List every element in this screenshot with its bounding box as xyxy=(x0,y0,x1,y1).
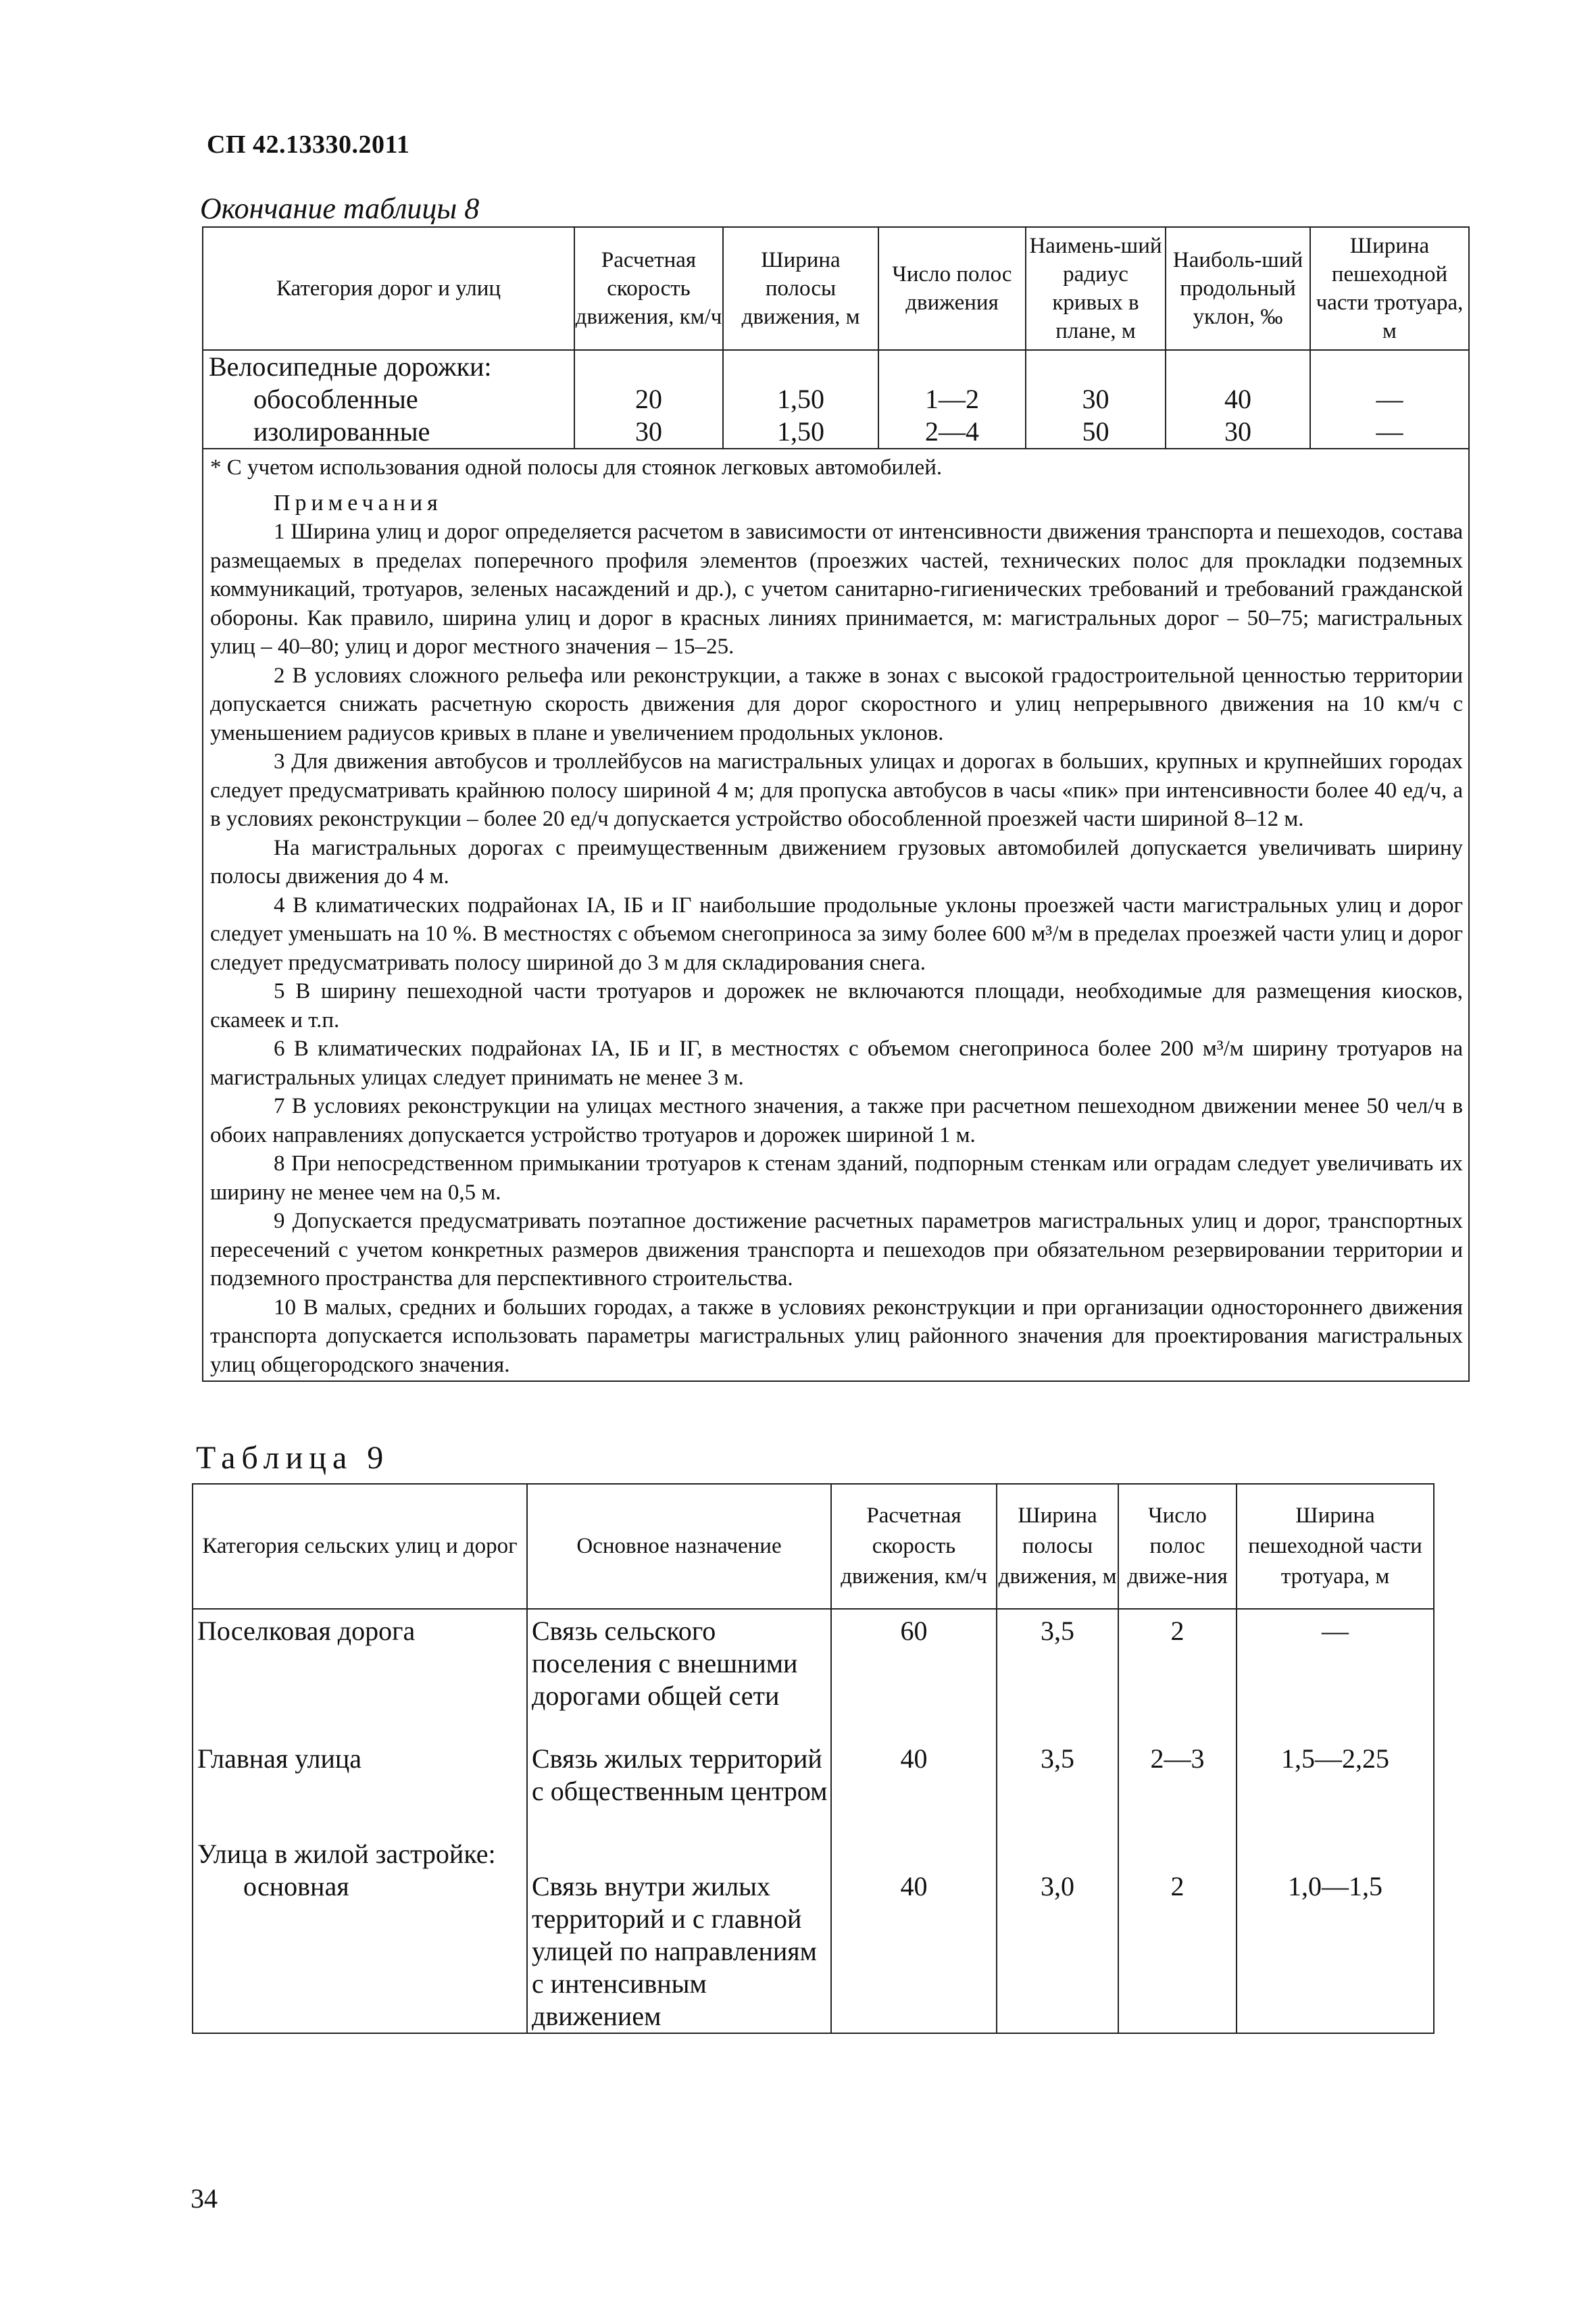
note-paragraph: 7 В условиях реконструкции на улицах местного значения, а также при расчетном пешеходном движении менее 50 чел/ч в обоих направлениях допускается устройство тротуаров и дорожек шириной 1 м. xyxy=(210,1094,1463,1147)
table9-cell-category xyxy=(193,1838,527,2033)
table8-header-speed: Расчетная скорость движения, км/ч xyxy=(574,227,723,350)
table-row xyxy=(203,350,1469,383)
table9-header-row xyxy=(193,1484,1434,1609)
note-paragraph: 5 В ширину пешеходной части тротуаров и дорожек не включаются площади, необходимые для размещения киосков, скамеек и т.п. xyxy=(210,979,1463,1032)
table8-cell-slope: 30 xyxy=(1166,416,1310,449)
table8-header-lanes: Число полос движения xyxy=(878,227,1026,350)
table8-header-row xyxy=(203,227,1469,350)
table9-header-lanes: Число полос движе-ния xyxy=(1118,1484,1237,1609)
table8-header-sidewalk: Ширина пешеходной части тротуара, м xyxy=(1310,227,1469,350)
table8-header-radius: Наимень-ший радиус кривых в плане, м xyxy=(1026,227,1166,350)
table9-cell-speed: 40 xyxy=(831,1838,997,2033)
table8-cell-lanes: 1—2 xyxy=(878,383,1026,416)
note-paragraph: 3 Для движения автобусов и троллейбусов на магистральных улицах и дорогах в больших, крупных и крупнейших городах следует предусматривать крайнюю полосу шириной 4 м; для пропуска автобусов в часы «пик» при интенсивности более 40 ед/ч, а в условиях реконструкции – более 20 ед/ч допускается устройство обособленной проезжей части шириной 8–12 м. xyxy=(210,749,1463,831)
table9-cell-lanes: 2 xyxy=(1118,1609,1237,1743)
table9-header-category: Категория сельских улиц и дорог xyxy=(193,1484,527,1609)
note-paragraph: 8 При непосредственном примыкании тротуаров к стенам зданий, подпорным стенкам или оградам следует увеличивать их ширину не менее чем на 0,5 м. xyxy=(210,1151,1463,1205)
table-row xyxy=(193,1743,1434,1838)
table9-cell-lanes: 2 xyxy=(1118,1838,1237,2033)
table9-header-lane-width: Ширина полосы движения, м xyxy=(997,1484,1118,1609)
table-row xyxy=(203,383,1469,416)
table9-caption: Таблица 9 xyxy=(196,1440,390,1476)
table-row xyxy=(203,416,1469,449)
note-paragraph: 10 В малых, средних и больших городах, а также в условиях реконструкции и при организации одностороннего движения транспорта допускается использовать параметры магистральных улиц районного значения для проектирования магистральных улиц общегородского значения. xyxy=(210,1295,1463,1377)
table8-header-category: Категория дорог и улиц xyxy=(203,227,574,350)
table8-cell-radius: 30 xyxy=(1026,383,1166,416)
table8-cell-lanes: 2—4 xyxy=(878,416,1026,449)
table9-cell-sidewalk: 1,0—1,5 xyxy=(1237,1838,1434,2033)
table9-cell-purpose: Связь внутри жилых территорий и с главной улицей по направлениям с интенсивным движением xyxy=(527,1838,831,2033)
note-paragraph: 1 Ширина улиц и дорог определяется расчетом в зависимости от интенсивности движения транспорта и пешеходов, состава размещаемых в пределах поперечного профиля элементов (проезжих частей, технических полос для прокладки подземных коммуникаций, тротуаров, зеленых насаждений и др.), с учетом санитарно-гигиенических требований и требований гражданской обороны. Как правило, ширина улиц и дорог в красных линиях принимается, м: магистральных дорог – 50–75; магистральных улиц – 40–80; улиц и дорог местного значения – 15–25. xyxy=(210,520,1463,659)
table8-cell-speed: 20 xyxy=(574,383,723,416)
table8-cell-category: обособленные xyxy=(203,383,574,416)
table8-notes-row xyxy=(203,449,1469,1381)
note-paragraph: 9 Допускается предусматривать поэтапное достижение расчетных параметров магистральных улиц и дорог, транспортных пересечений с учетом конкретных размеров движения транспорта и пешеходов при обязательном резервировании территории и подземного пространства для перспективного строительства. xyxy=(210,1209,1463,1291)
table9-cell-lane-width: 3,5 xyxy=(997,1743,1118,1838)
table9-cell-category: Главная улица xyxy=(193,1743,527,1838)
table8-cell-radius: 50 xyxy=(1026,416,1166,449)
table9-cell-category: Поселковая дорога xyxy=(193,1609,527,1743)
table-8 xyxy=(202,226,1470,1382)
table8-cell-sidewalk: — xyxy=(1310,416,1469,449)
table8-cell-category: изолированные xyxy=(203,416,574,449)
table8-cell-speed: 30 xyxy=(574,416,723,449)
table9-cell-lanes: 2—3 xyxy=(1118,1743,1237,1838)
page-number: 34 xyxy=(191,2183,218,2214)
table9-cell-purpose: Связь сельского поселения с внешними дорогами общей сети xyxy=(527,1609,831,1743)
document-code: СП 42.13330.2011 xyxy=(207,130,410,159)
note-paragraph: На магистральных дорогах с преимущественным движением грузовых автомобилей допускается увеличивать ширину полосы движения до 4 м. xyxy=(210,835,1463,889)
table-9 xyxy=(192,1483,1435,2034)
table-row xyxy=(193,1838,1434,2033)
note-paragraph: 2 В условиях сложного рельефа или реконструкции, а также в зонах с высокой градостроительной ценностью территории допускается снижать расчетную скорость движения для дорог скоростного и улиц непрерывного движения на 10 км/ч с уменьшением радиусов кривых в плане и увеличением продольных уклонов. xyxy=(210,663,1463,745)
table8-group-label: Велосипедные дорожки: xyxy=(203,350,574,383)
table9-cell-speed: 40 xyxy=(831,1743,997,1838)
table9-cell-purpose: Связь жилых территорий с общественным центром xyxy=(527,1743,831,1838)
table8-cell-lane-width: 1,50 xyxy=(723,383,878,416)
table9-cell-sidewalk: — xyxy=(1237,1609,1434,1743)
table9-cell-sidewalk: 1,5—2,25 xyxy=(1237,1743,1434,1838)
table9-cell-lane-width: 3,5 xyxy=(997,1609,1118,1743)
table8-cell-lane-width: 1,50 xyxy=(723,416,878,449)
table9-header-speed: Расчетная скорость движения, км/ч xyxy=(831,1484,997,1609)
table9-header-purpose: Основное назначение xyxy=(527,1484,831,1609)
table8-caption: Окончание таблицы 8 xyxy=(200,192,480,225)
table8-cell-sidewalk: — xyxy=(1310,383,1469,416)
table8-notes xyxy=(203,449,1469,1381)
note-paragraph: 6 В климатических подрайонах IA, IБ и IГ, в местностях с объемом снегоприноса более 200 м³/м ширину тротуаров на магистральных улицах следует принимать не менее 3 м. xyxy=(210,1037,1463,1090)
table8-footnote: * С учетом использования одной полосы для стоянок легковых автомобилей. xyxy=(210,455,943,480)
table9-category-group: Улица в жилой застройке: xyxy=(197,1839,496,1869)
table9-category-sub: основная xyxy=(243,1871,349,1901)
notes-heading: Примечания xyxy=(274,490,443,516)
table-row xyxy=(193,1609,1434,1743)
table8-header-slope: Наиболь-ший продольный уклон, ‰ xyxy=(1166,227,1310,350)
table8-header-lane-width: Ширина полосы движения, м xyxy=(723,227,878,350)
table9-cell-lane-width: 3,0 xyxy=(997,1838,1118,2033)
note-paragraph: 4 В климатических подрайонах IA, IБ и IГ наибольшие продольные уклоны проезжей части магистральных улиц и дорог следует уменьшать на 10 %. В местностях с объемом снегоприноса за зиму более 600 м³/м в пределах проезжей части улиц и дорог следует предусматривать полосу шириной до 3 м для складирования снега. xyxy=(210,893,1463,975)
table8-cell-slope: 40 xyxy=(1166,383,1310,416)
table9-header-sidewalk: Ширина пешеходной части тротуара, м xyxy=(1237,1484,1434,1609)
table9-cell-speed: 60 xyxy=(831,1609,997,1743)
